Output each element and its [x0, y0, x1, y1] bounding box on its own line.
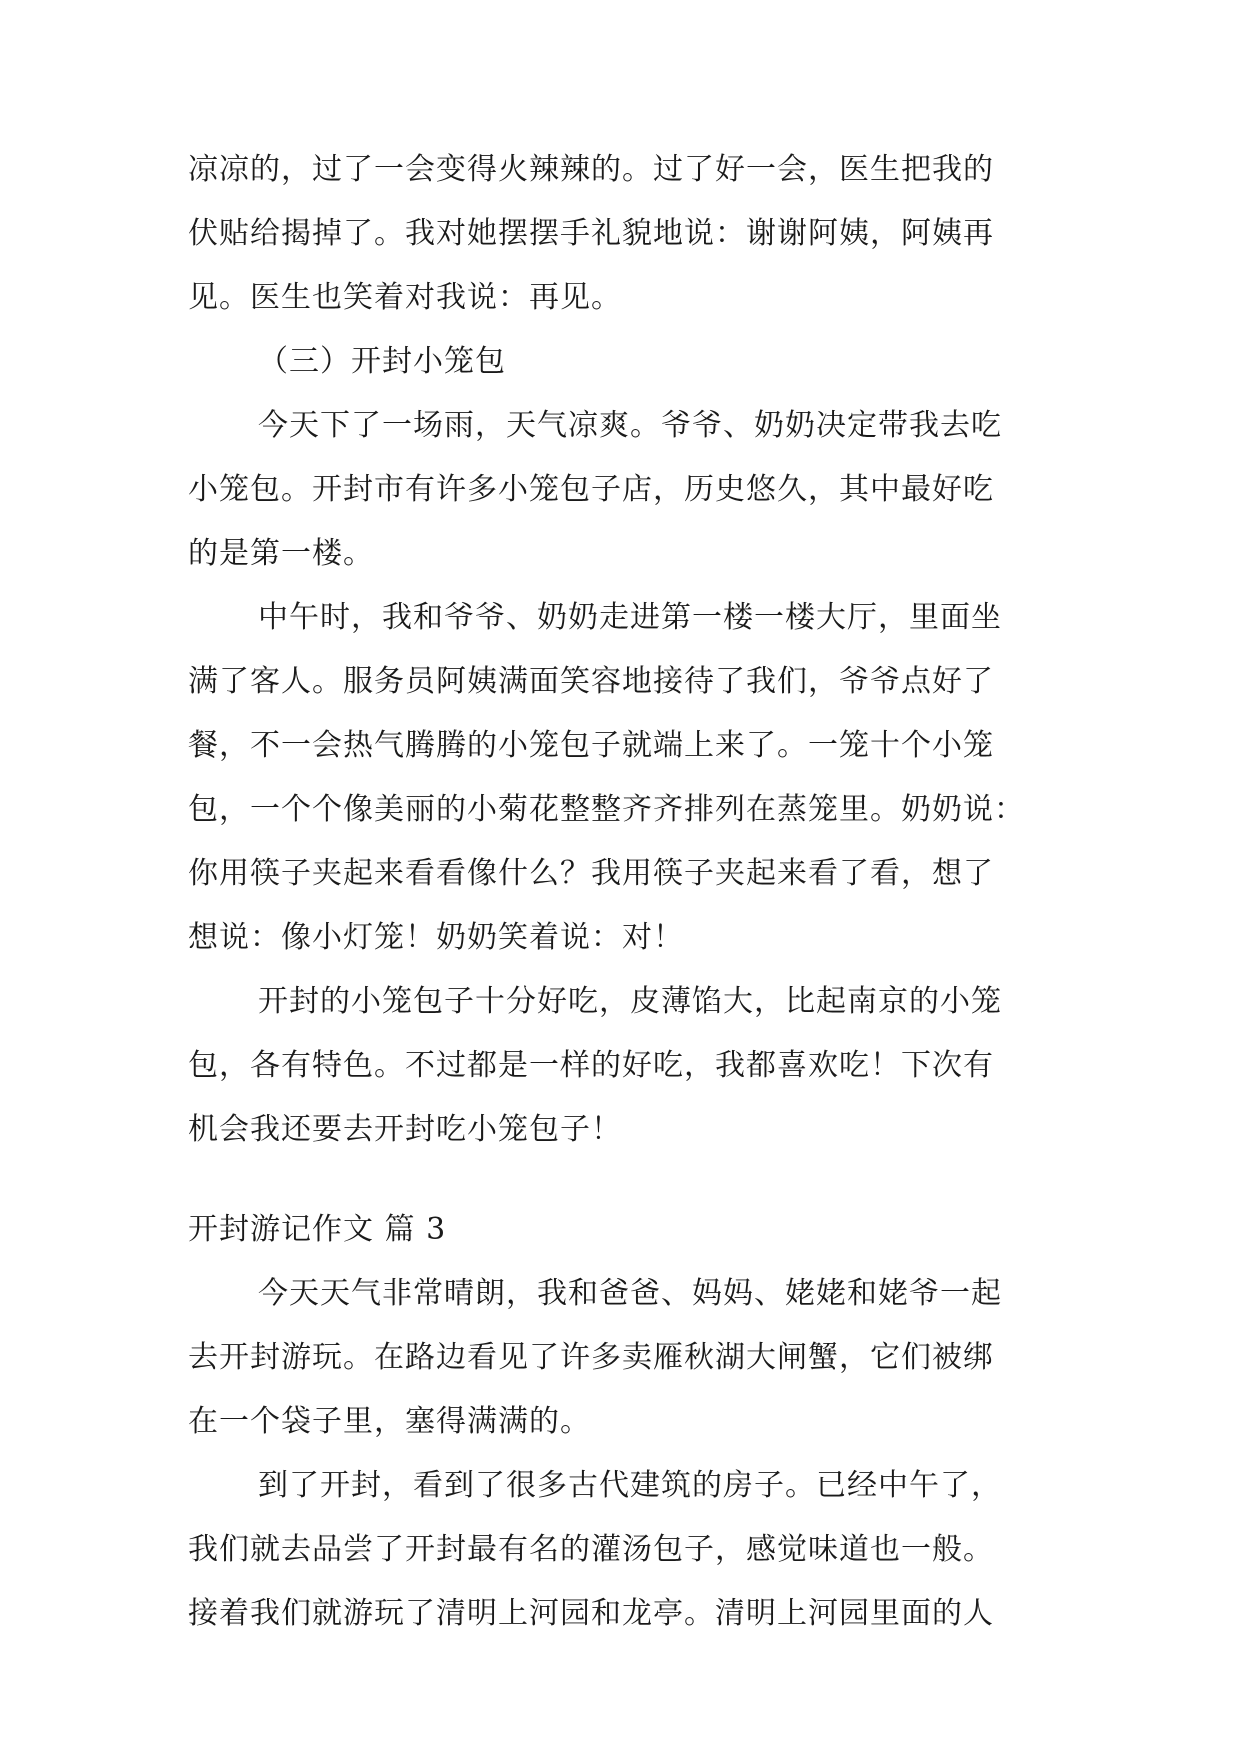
text-line: 在一个袋子里，塞得满满的。	[188, 1404, 591, 1439]
text-line: 开封的小笼包子十分好吃，皮薄馅大，比起南京的小笼	[258, 984, 1002, 1019]
text-line: 去开封游玩。在路边看见了许多卖雁秋湖大闸蟹，它们被绑	[188, 1340, 994, 1375]
text-line: 小笼包。开封市有许多小笼包子店，历史悠久，其中最好吃	[188, 472, 994, 507]
article-title: 开封游记作文 篇 3	[188, 1212, 447, 1247]
text-line: 接着我们就游玩了清明上河园和龙亭。清明上河园里面的人	[188, 1596, 994, 1631]
text-line: 机会我还要去开封吃小笼包子！	[188, 1112, 622, 1147]
text-line: 包，各有特色。不过都是一样的好吃，我都喜欢吃！下次有	[188, 1048, 994, 1083]
text-line: 满了客人。服务员阿姨满面笑容地接待了我们，爷爷点好了	[188, 664, 994, 699]
section-heading: （三）开封小笼包	[258, 344, 506, 379]
text-line: 你用筷子夹起来看看像什么？我用筷子夹起来看了看，想了	[188, 856, 994, 891]
text-line: 今天下了一场雨，天气凉爽。爷爷、奶奶决定带我去吃	[258, 408, 1002, 443]
text-line: 餐，不一会热气腾腾的小笼包子就端上来了。一笼十个小笼	[188, 728, 994, 763]
text-line: 见。医生也笑着对我说：再见。	[188, 280, 622, 315]
text-line: 今天天气非常晴朗，我和爸爸、妈妈、姥姥和姥爷一起	[258, 1276, 1002, 1311]
text-line: 到了开封，看到了很多古代建筑的房子。已经中午了，	[258, 1468, 1002, 1503]
text-line: 的是第一楼。	[188, 536, 374, 571]
text-line: 包，一个个像美丽的小菊花整整齐齐排列在蒸笼里。奶奶说：	[188, 792, 1025, 827]
text-line: 我们就去品尝了开封最有名的灌汤包子，感觉味道也一般。	[188, 1532, 994, 1567]
text-line: 想说：像小灯笼！奶奶笑着说：对！	[188, 920, 684, 955]
text-line: 凉凉的，过了一会变得火辣辣的。过了好一会，医生把我的	[188, 152, 994, 187]
text-line: 中午时，我和爷爷、奶奶走进第一楼一楼大厅，里面坐	[258, 600, 1002, 635]
text-line: 伏贴给揭掉了。我对她摆摆手礼貌地说：谢谢阿姨，阿姨再	[188, 216, 994, 251]
